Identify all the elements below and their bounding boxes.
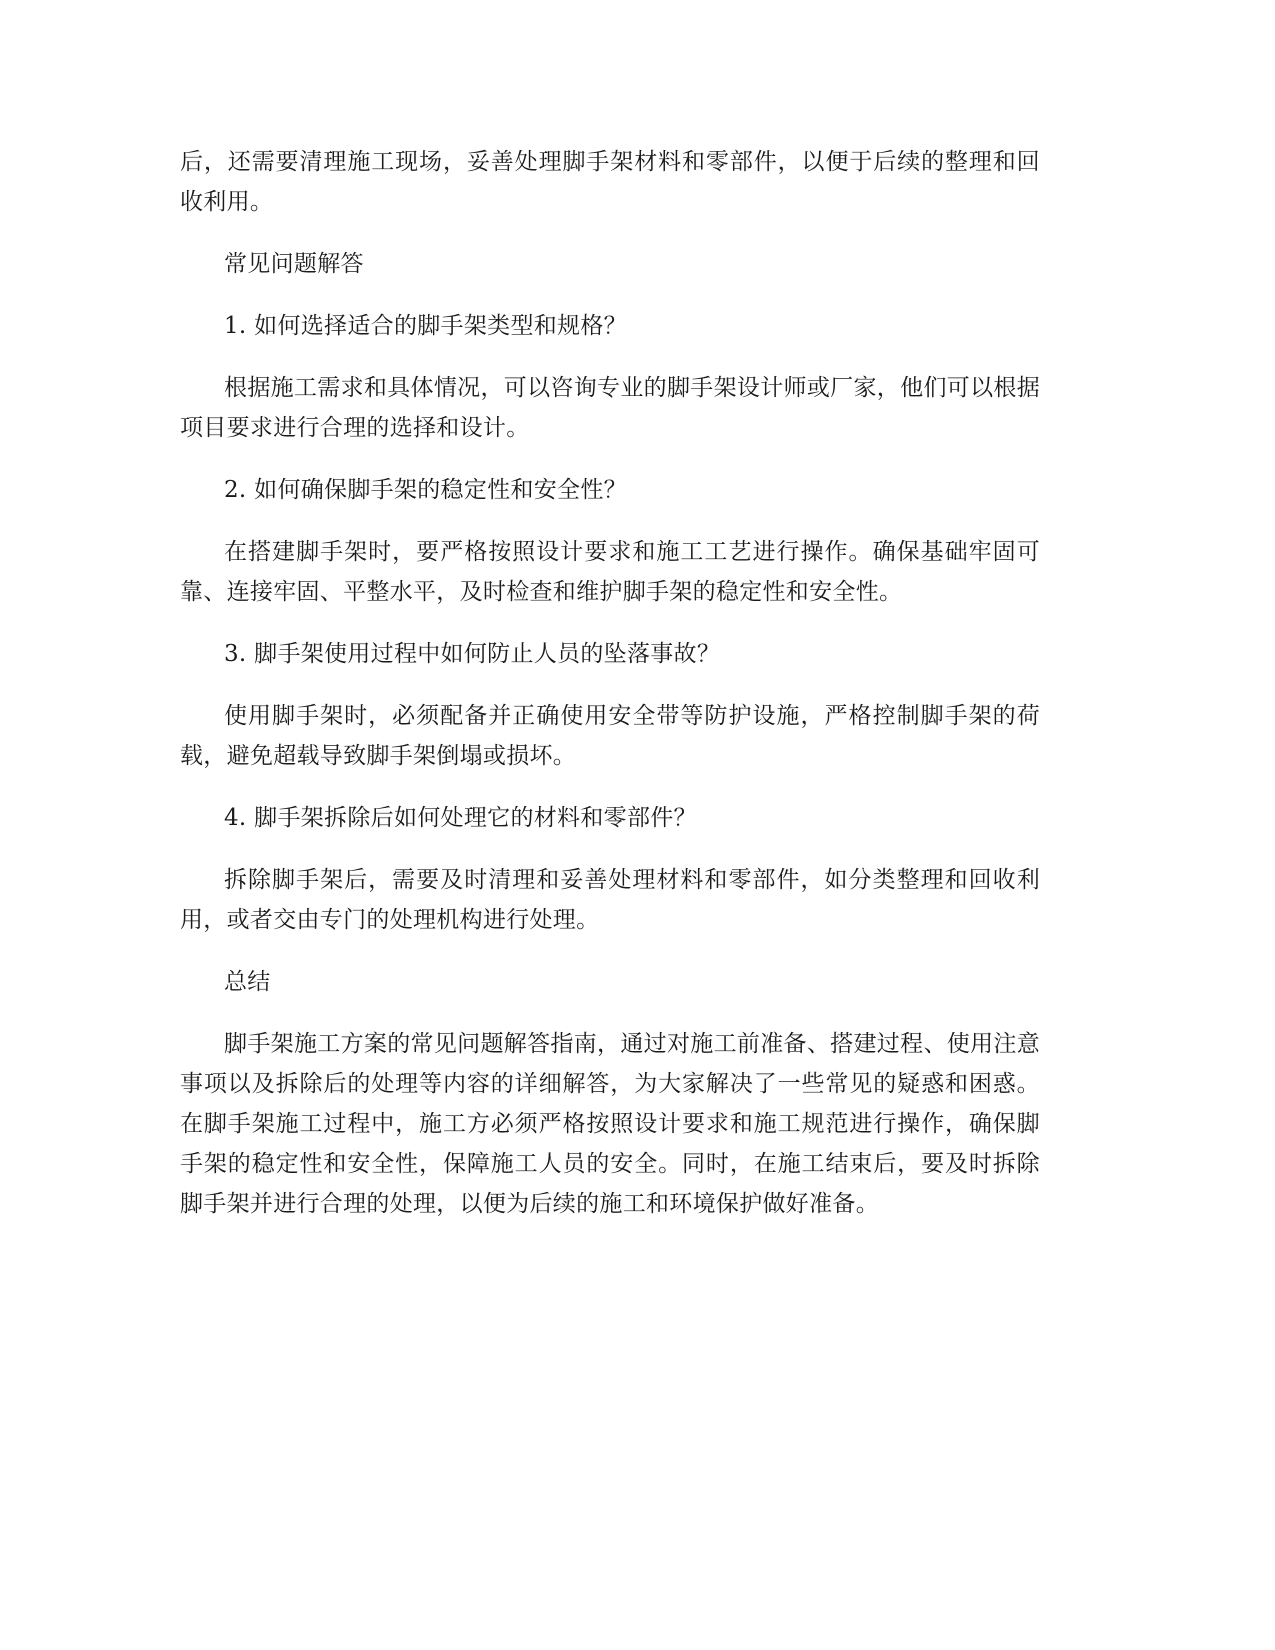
answer-1: 根据施工需求和具体情况，可以咨询专业的脚手架设计师或厂家，他们可以根据项目要求进行合理的选择和设计。 xyxy=(180,375,1040,441)
answer-3: 使用脚手架时，必须配备并正确使用安全带等防护设施，严格控制脚手架的荷载，避免超载导致脚手架倒塌或损坏。 xyxy=(180,703,1040,769)
paragraph-continuation: 后，还需要清理施工现场，妥善处理脚手架材料和零部件，以便于后续的整理和回收利用。 xyxy=(180,149,1040,215)
answer-2: 在搭建脚手架时，要严格按照设计要求和施工工艺进行操作。确保基础牢固可靠、连接牢固、平整水平，及时检查和维护脚手架的稳定性和安全性。 xyxy=(180,539,1040,605)
question-2: 2. 如何确保脚手架的稳定性和安全性？ xyxy=(224,477,627,503)
section-heading-faq: 常见问题解答 xyxy=(224,251,364,277)
question-3: 3. 脚手架使用过程中如何防止人员的坠落事故？ xyxy=(224,641,721,667)
summary-paragraph: 脚手架施工方案的常见问题解答指南，通过对施工前准备、搭建过程、使用注意事项以及拆除后的处理等内容的详细解答，为大家解决了一些常见的疑惑和困惑。在脚手架施工过程中，施工方必须严格按照设计要求和施工规范进行操作，确保脚手架的稳定性和安全性，保障施工人员的安全。同时，在施工结束后，要及时拆除脚手架并进行合理的处理，以便为后续的施工和环境保护做好准备。 xyxy=(180,1031,1040,1217)
question-4: 4. 脚手架拆除后如何处理它的材料和零部件？ xyxy=(224,805,697,831)
document-body xyxy=(180,142,1040,1246)
section-heading-summary: 总结 xyxy=(224,969,271,995)
answer-4: 拆除脚手架后，需要及时清理和妥善处理材料和零部件，如分类整理和回收利用，或者交由专门的处理机构进行处理。 xyxy=(180,867,1040,933)
question-1: 1. 如何选择适合的脚手架类型和规格？ xyxy=(224,313,627,339)
